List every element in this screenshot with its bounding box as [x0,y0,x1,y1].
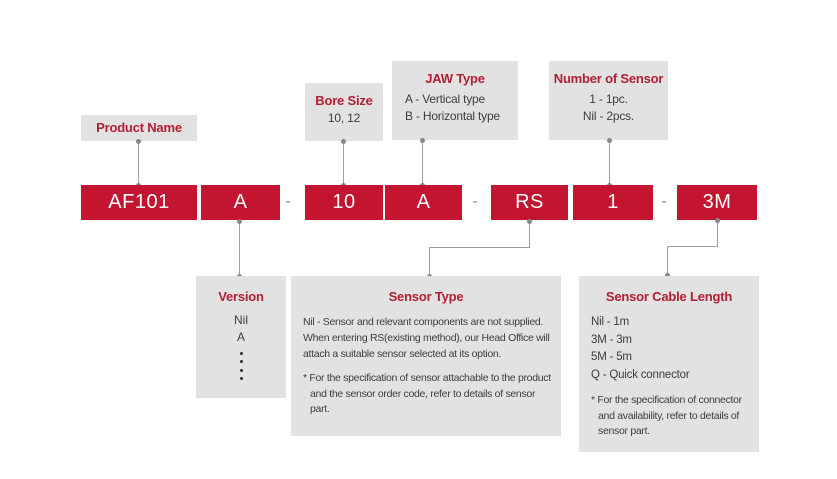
bore-size-values: 10, 12 [327,111,361,125]
connector-dot [420,138,425,143]
jaw-type-label-box [392,61,518,140]
connector-line [429,247,530,248]
connector-line [138,142,139,186]
connector-line [239,221,240,277]
number-of-sensor-title: Number of Sensor [553,71,664,86]
code-box-product: AF101 [81,185,197,220]
version-title: Version [218,289,264,304]
sensor-type-description: Nil - Sensor and relevant components are not supplied. When entering RS(existing method), our Head Office will attach a suitable sensor selected at its option. [303,316,550,360]
cable-option-q: Q - Quick connector [591,368,690,381]
cable-option-3m: 3M - 3m [591,333,632,346]
connector-dot [237,219,242,224]
version-option-a: A [236,330,245,344]
connector-dot [341,139,346,144]
version-detail-box [196,276,286,398]
sensor-cable-length-note: * For the specification of connector and availability, refer to details of sensor part. [591,394,742,437]
connector-line [609,141,610,186]
code-separator: - [472,193,478,210]
sensor-type-detail-box [291,276,561,436]
vertical-ellipsis-icon [196,352,286,381]
connector-line [667,246,668,276]
number-of-sensor-option-1: 1 - 1pc. [589,92,628,106]
code-box-sensor-count: 1 [573,185,653,220]
code-separator: - [661,193,667,210]
bore-size-label-box [305,83,383,141]
sensor-cable-length-detail-box [579,276,759,452]
code-box-version: A [201,185,280,220]
cable-option-5m: 5M - 5m [591,351,632,363]
jaw-type-title: JAW Type [425,71,485,86]
product-name-label-box [81,115,197,141]
jaw-type-option-b: B - Horizontal type [405,109,500,123]
sensor-type-note: * For the specification of sensor attachable to the product and the sensor order code, refer to details of sensor part. [303,372,551,415]
jaw-type-option-a: A - Vertical type [405,92,485,106]
sensor-type-title: Sensor Type [388,289,464,304]
number-of-sensor-option-nil: Nil - 2pcs. [582,109,635,123]
code-box-sensor-type: RS [491,185,568,220]
sensor-cable-length-title: Sensor Cable Length [605,289,733,304]
product-name-title: Product Name [96,120,182,135]
code-separator: - [285,193,291,210]
connector-dot [607,138,612,143]
connector-line [717,220,718,247]
connector-line [667,246,718,247]
code-box-jaw: A [385,185,462,220]
version-option-nil: Nil [234,313,248,327]
bore-size-title: Bore Size [315,93,373,108]
connector-line [429,247,430,277]
code-box-bore: 10 [305,185,383,220]
code-box-cable: 3M [677,185,757,220]
number-of-sensor-label-box [549,61,668,140]
connector-line [422,141,423,186]
connector-dot [715,218,720,223]
cable-option-nil: Nil - 1m [591,316,630,328]
connector-dot [136,139,141,144]
connector-dot [527,219,532,224]
connector-line [343,142,344,186]
connector-line [529,221,530,248]
